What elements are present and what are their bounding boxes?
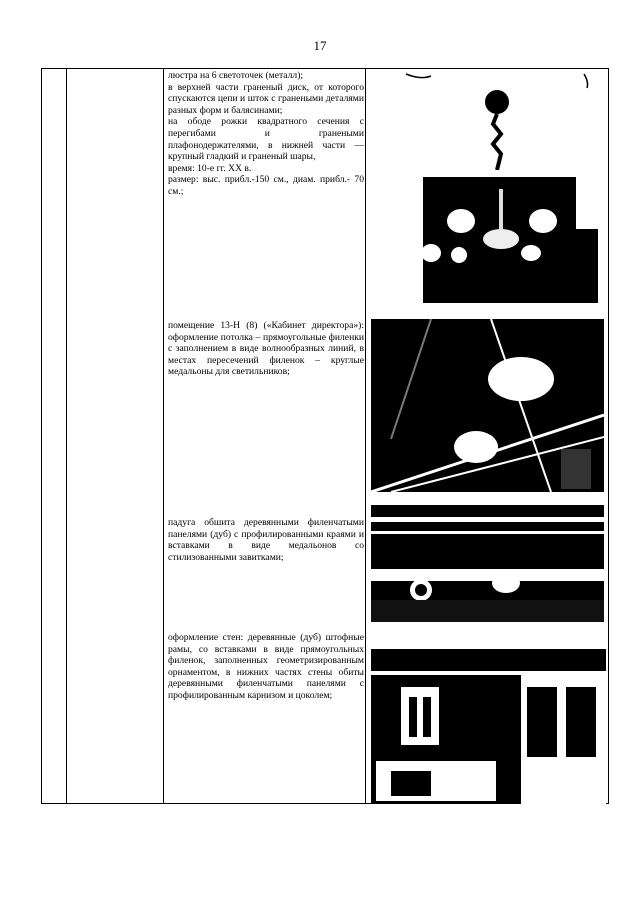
column-divider xyxy=(163,69,164,803)
description-line: в верхней части граненый диск, от которого спускаются цепи и шток с гранеными деталями разных форм и балясинами; xyxy=(168,81,364,116)
wall-panels-photo xyxy=(371,631,606,804)
frieze-photo xyxy=(371,505,604,622)
description-line: на ободе рожки квадратного сечения с перегибами и гранеными плафонодержателями, в нижней части — крупный гладкий и граненый шары, xyxy=(168,116,364,163)
description-line: помещение 13-Н (8) («Кабинет директора»): оформление потолка – прямоугольные филенки с заполнением в виде волнообразных линий, в местах пересечений филенок – круглые медальоны для светильников; xyxy=(168,320,364,378)
description-line: размер: выс. прибл.-150 см., диам. прибл.- 70 см.; xyxy=(168,174,364,197)
description-line: время: 10-е гг. XX в. xyxy=(168,162,252,174)
table-row-text xyxy=(168,70,364,198)
chandelier-chain-photo xyxy=(401,70,598,170)
description-line: люстра на 6 светоточек (металл); xyxy=(168,70,304,81)
ceiling-photo xyxy=(371,319,604,492)
table-row-text xyxy=(168,517,364,563)
chandelier-photo xyxy=(401,169,598,303)
description-line: оформление стен: деревянные (дуб) штофные рамы, со вставками в виде прямоугольных филенок, заполненных геометризированным орнаментом, в нижних частях стены обиты деревянными филенчатыми панелями с профилированным карнизом и цоколем; xyxy=(168,632,364,701)
object-table xyxy=(41,68,609,804)
column-divider xyxy=(66,69,67,803)
description-line: падуга обшита деревянными филенчатыми панелями (дуб) с профилированными краями и вставками в виде медальонов со стилизованными завитками; xyxy=(168,517,364,563)
column-divider xyxy=(365,69,366,803)
table-row-text xyxy=(168,632,364,702)
page-number: 17 xyxy=(313,38,327,53)
table-row-text xyxy=(168,320,364,378)
